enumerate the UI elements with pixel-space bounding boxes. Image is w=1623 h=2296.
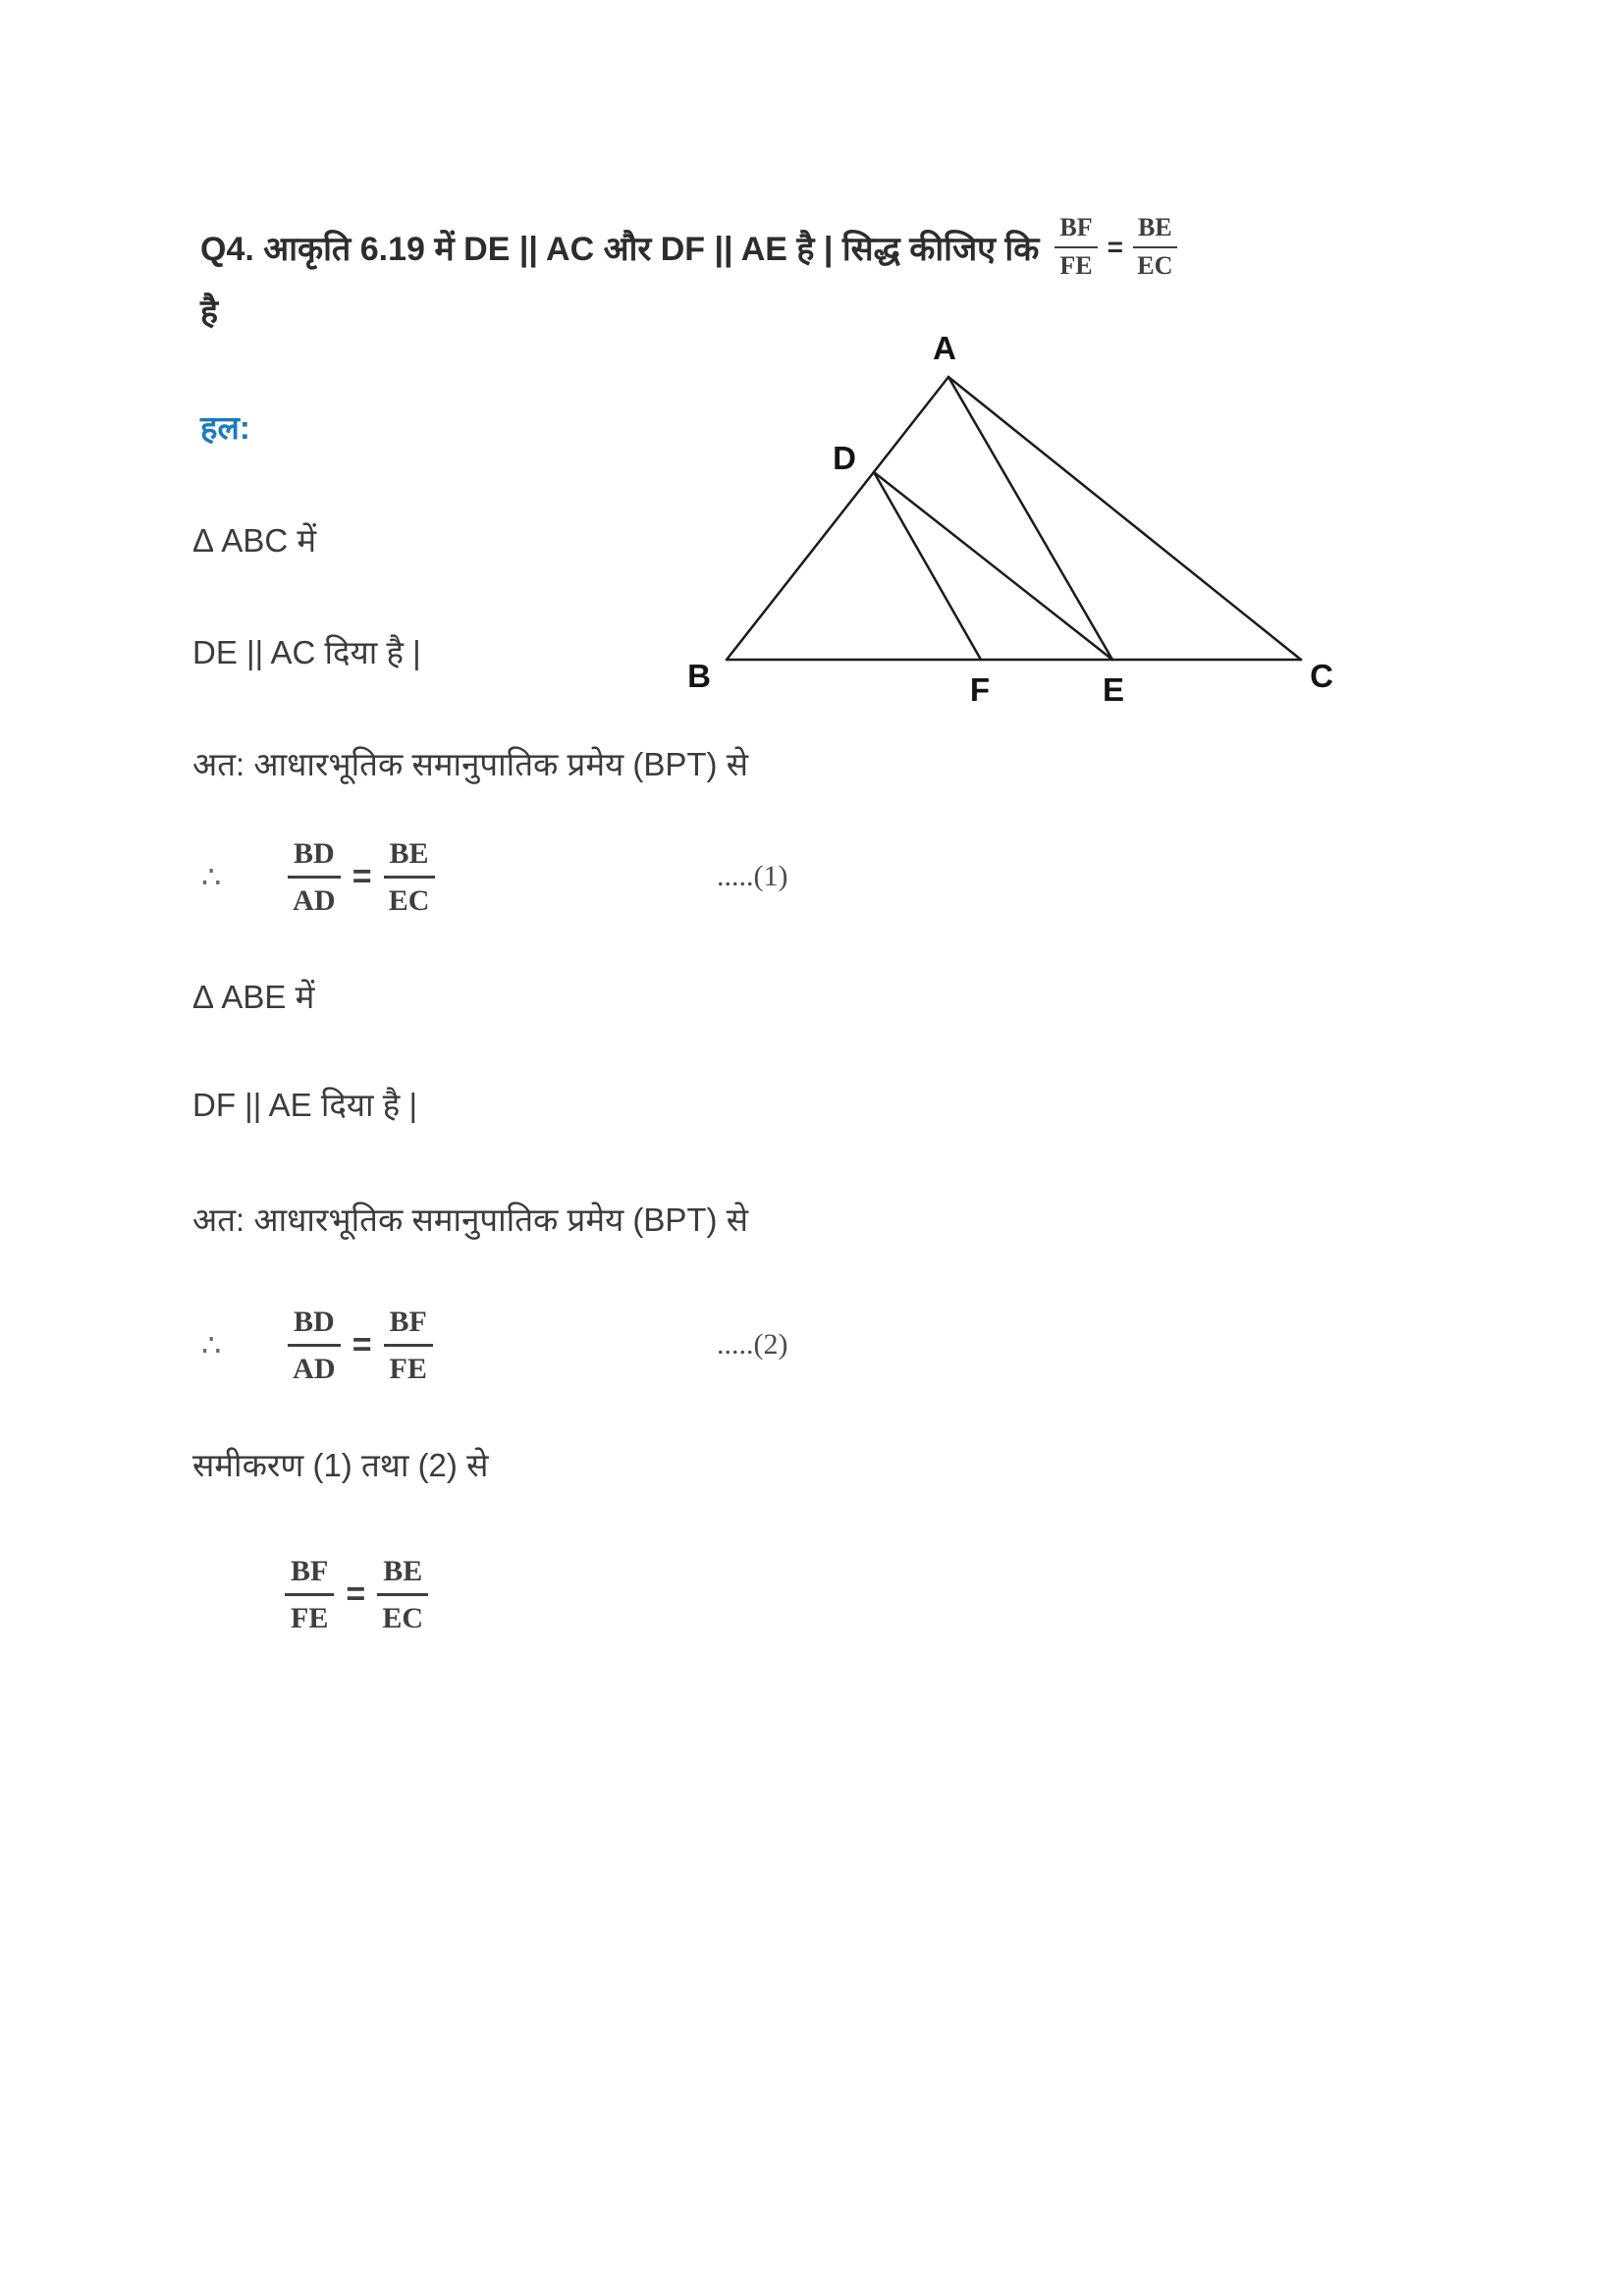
equation-fraction-left bbox=[285, 1555, 334, 1634]
fraction-numerator: BE bbox=[384, 837, 435, 879]
vertex-label-e: E bbox=[1102, 671, 1125, 707]
equals-sign: = bbox=[346, 1575, 366, 1613]
fraction-denominator: FE bbox=[389, 1352, 427, 1385]
step-bpt-2: अत: आधारभूतिक समानुपातिक प्रमेय (BPT) से bbox=[192, 1201, 749, 1238]
fraction-denominator: FE bbox=[1059, 251, 1093, 280]
fraction-denominator: AD bbox=[293, 883, 336, 917]
segment-ae bbox=[948, 377, 1112, 660]
question-text-line2: है bbox=[200, 294, 219, 331]
equation-fraction-right bbox=[384, 837, 435, 917]
vertex-label-a: A bbox=[933, 330, 956, 366]
fraction-numerator: BF bbox=[384, 1306, 433, 1347]
question-fraction-left bbox=[1055, 214, 1097, 280]
equation-tag: .....(1) bbox=[717, 860, 788, 892]
fraction-denominator: EC bbox=[388, 883, 430, 917]
equals-sign: = bbox=[1107, 232, 1123, 262]
equation-tag: .....(2) bbox=[717, 1328, 788, 1361]
fraction-numerator: BD bbox=[288, 837, 341, 879]
therefore-symbol: ∴ bbox=[201, 859, 222, 894]
step-triangle-abc: Δ ABC में bbox=[192, 522, 317, 559]
fraction-numerator: BF bbox=[1055, 214, 1097, 248]
step-triangle-abe: Δ ABE में bbox=[192, 979, 315, 1015]
solution-heading: हल: bbox=[200, 409, 250, 446]
fraction-numerator: BD bbox=[288, 1306, 341, 1347]
fraction-denominator: AD bbox=[293, 1352, 336, 1385]
question-fraction-right bbox=[1133, 214, 1177, 280]
figure-drawing bbox=[677, 312, 1355, 707]
side-ab bbox=[727, 377, 948, 660]
question-text-line1 bbox=[200, 196, 1177, 298]
vertex-label-b: B bbox=[687, 658, 711, 694]
vertex-label-d: D bbox=[833, 440, 856, 476]
equation-fractions bbox=[285, 1555, 428, 1634]
equals-sign: = bbox=[352, 857, 372, 895]
step-from-equations: समीकरण (1) तथा (2) से bbox=[192, 1447, 489, 1483]
vertex-label-f: F bbox=[969, 671, 991, 707]
equation-fraction-right bbox=[384, 1306, 433, 1385]
equation-2 bbox=[201, 1286, 947, 1404]
step-bpt-1: अत: आधारभूतिक समानुपातिक प्रमेय (BPT) से bbox=[192, 746, 749, 782]
segment-de bbox=[874, 472, 1112, 660]
fraction-numerator: BE bbox=[377, 1555, 428, 1596]
figure-triangle bbox=[677, 312, 1355, 707]
therefore-symbol: ∴ bbox=[201, 1327, 222, 1362]
step-given-de-parallel-ac: DE || AC दिया है | bbox=[192, 634, 421, 670]
side-ac bbox=[948, 377, 1301, 660]
equation-1 bbox=[201, 818, 947, 935]
fraction-denominator: FE bbox=[291, 1601, 329, 1634]
equation-fraction-left bbox=[288, 1306, 341, 1385]
step-given-df-parallel-ae: DF || AE दिया है | bbox=[192, 1087, 418, 1123]
fraction-numerator: BF bbox=[285, 1555, 334, 1596]
equals-sign: = bbox=[352, 1325, 372, 1363]
fraction-denominator: EC bbox=[1137, 251, 1173, 280]
equation-fractions bbox=[288, 1306, 433, 1385]
question-text: Q4. आकृति 6.19 में DE || AC और DF || AE है | सिद्ध कीजिए कि bbox=[200, 231, 1040, 268]
equation-fraction-right bbox=[377, 1555, 428, 1634]
segment-df bbox=[874, 472, 981, 660]
equation-fractions bbox=[288, 837, 435, 917]
fraction-numerator: BE bbox=[1133, 214, 1177, 248]
fraction-denominator: EC bbox=[382, 1601, 424, 1634]
vertex-label-c: C bbox=[1310, 658, 1333, 694]
equation-fraction-left bbox=[288, 837, 341, 917]
equation-final bbox=[285, 1531, 1031, 1657]
